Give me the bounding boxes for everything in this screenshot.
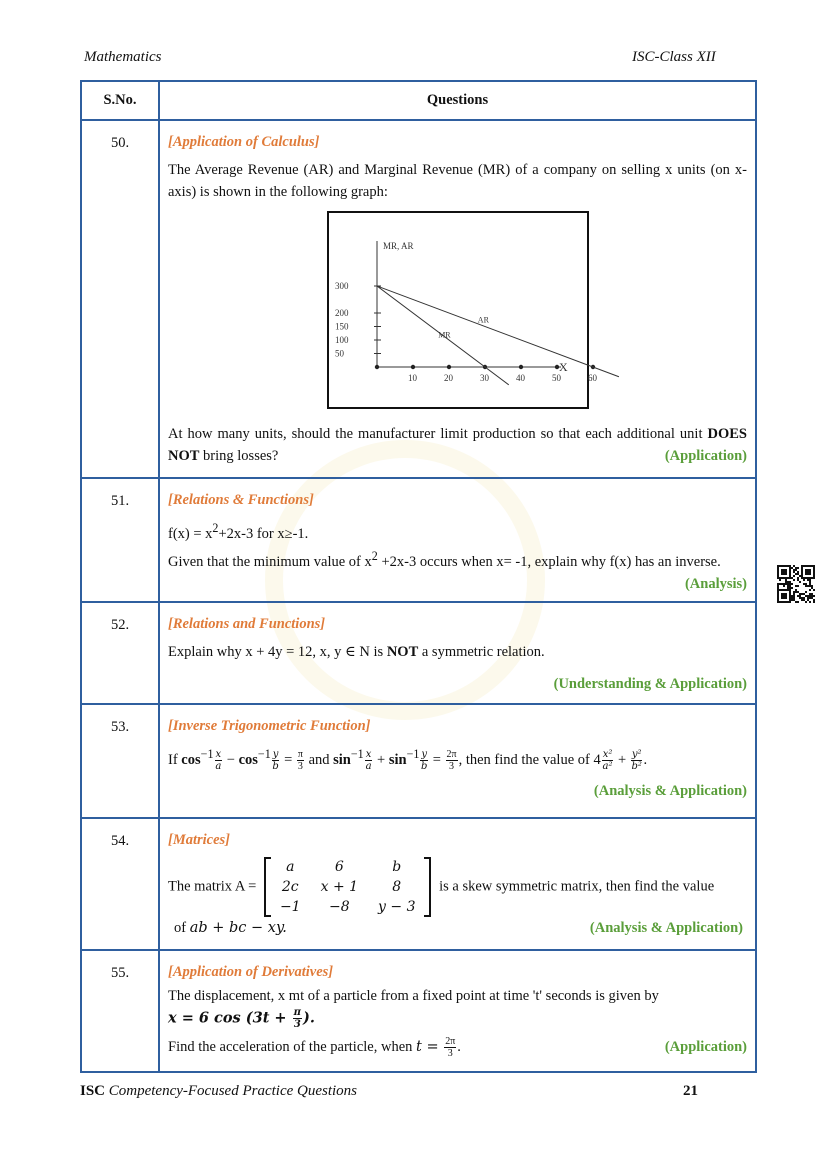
qr-module <box>795 567 797 569</box>
question-topic: [Relations & Functions] <box>168 492 314 508</box>
qr-module <box>809 593 811 595</box>
qr-module <box>777 573 779 575</box>
qr-module <box>807 565 809 567</box>
qr-module <box>803 579 805 581</box>
x-tick-label: 50 <box>551 373 561 383</box>
qr-module <box>801 567 803 569</box>
mr-label: MR <box>437 330 451 340</box>
qr-module <box>789 587 791 589</box>
qr-module <box>779 589 781 591</box>
qr-module <box>809 573 811 575</box>
qr-module <box>777 565 779 567</box>
qr-module <box>783 571 785 573</box>
qr-module <box>807 573 809 575</box>
qr-module <box>799 581 801 583</box>
question-text: The Average Revenue (AR) and Marginal Revenue (MR) of a company on selling x units (on x-axis) is shown in the following graph: <box>168 162 747 200</box>
qr-module <box>809 597 811 599</box>
x-tick-label: 20 <box>443 373 453 383</box>
qr-module <box>785 583 787 585</box>
qr-module <box>785 601 787 603</box>
qr-module <box>787 587 789 589</box>
qr-module <box>783 601 785 603</box>
qr-module <box>811 595 813 597</box>
page-number: 21 <box>683 1083 698 1099</box>
qr-module <box>803 597 805 599</box>
qr-module <box>805 573 807 575</box>
question-text: Explain why x + 4y = 12, x, y ∈ N is NOT a symmetric relation. <box>168 643 545 660</box>
qr-module <box>777 589 779 591</box>
qr-module <box>789 601 791 603</box>
qr-module <box>781 597 783 599</box>
question-topic: [Application of Derivatives] <box>168 963 334 980</box>
qr-module <box>787 565 789 567</box>
qr-module <box>801 569 803 571</box>
qr-module <box>779 601 781 603</box>
qr-module <box>801 597 803 599</box>
qr-module <box>805 591 807 593</box>
qr-module <box>789 565 791 567</box>
qr-module <box>795 601 797 603</box>
qr-module <box>813 577 815 579</box>
cognitive-level: (Application) <box>664 1038 747 1055</box>
question-topic: [Inverse Trigonometric Function] <box>168 717 371 734</box>
qr-module <box>785 593 787 595</box>
qr-module <box>791 583 793 585</box>
qr-module <box>803 583 805 585</box>
qr-module <box>789 593 791 595</box>
qr-module <box>783 589 785 591</box>
header-subject: Mathematics <box>84 49 162 65</box>
x-tick-label: 60 <box>587 373 597 383</box>
origin-point <box>374 365 378 369</box>
qr-module <box>811 593 813 595</box>
question-row-51 <box>81 478 756 602</box>
qr-module <box>805 565 807 567</box>
function-definition: $f(x) = x^2+2x-3$ for x≥-1. <box>168 521 309 542</box>
displacement-equation: x = 6 cos (3t + $\frac{\pi}{3}$ ). <box>168 1006 315 1030</box>
question-number: 53. <box>81 704 159 818</box>
qr-module <box>783 573 785 575</box>
y-tick-label: 100 <box>334 335 348 345</box>
qr-module <box>795 585 797 587</box>
qr-module <box>797 595 799 597</box>
x-tick-point <box>554 365 558 369</box>
question-number: 51. <box>81 478 159 602</box>
qr-module <box>793 591 795 593</box>
qr-code <box>777 565 815 603</box>
qr-module <box>795 591 797 593</box>
qr-module <box>805 577 807 579</box>
qr-module <box>811 597 813 599</box>
revenue-graph <box>327 211 597 409</box>
qr-module <box>781 589 783 591</box>
qr-module <box>793 579 795 581</box>
y-tick-label: 150 <box>334 321 348 332</box>
qr-module <box>785 595 787 597</box>
qr-module <box>779 579 781 581</box>
qr-module <box>805 569 807 571</box>
qr-module <box>807 571 809 573</box>
qr-module <box>789 581 791 583</box>
qr-module <box>785 581 787 583</box>
qr-module <box>777 583 779 585</box>
qr-module <box>787 581 789 583</box>
question-number: 50. <box>81 120 159 478</box>
qr-module <box>777 567 779 569</box>
cognitive-level: (Application) <box>664 448 747 464</box>
qr-module <box>793 595 795 597</box>
qr-module <box>787 583 789 585</box>
qr-module <box>785 579 787 581</box>
qr-module <box>793 597 795 599</box>
qr-module <box>807 585 809 587</box>
qr-module <box>789 585 791 587</box>
ar-label: AR <box>477 315 489 325</box>
cognitive-level: (Understanding & Application) <box>553 675 747 692</box>
qr-module <box>795 589 797 591</box>
qr-module <box>791 587 793 589</box>
qr-module <box>793 575 795 577</box>
question-topic: [Application of Calculus] <box>168 134 320 150</box>
qr-module <box>797 577 799 579</box>
qr-module <box>779 577 781 579</box>
qr-module <box>781 601 783 603</box>
qr-module <box>805 571 807 573</box>
question-number: 54. <box>81 818 159 950</box>
x-tick-label: 30 <box>479 373 489 383</box>
qr-module <box>789 567 791 569</box>
qr-module <box>809 581 811 583</box>
qr-module <box>797 601 799 603</box>
qr-module <box>803 565 805 567</box>
qr-module <box>793 565 795 567</box>
y-tick-label: 200 <box>334 308 348 318</box>
col-sno: S.No. <box>81 81 159 120</box>
qr-module <box>809 577 811 579</box>
qr-module <box>785 589 787 591</box>
qr-module <box>809 601 811 603</box>
qr-module <box>787 585 789 587</box>
qr-module <box>779 565 781 567</box>
question-text: Given that the minimum value of $x^2 +2x-3$ occurs when x= -1, explain why f(x) has an inverse. (Analysis) <box>168 545 747 595</box>
qr-module <box>791 577 793 579</box>
qr-module <box>787 577 789 579</box>
qr-module <box>793 593 795 595</box>
question-text: The displacement, x mt of a particle from a fixed point at time 't' seconds is given by <box>168 987 659 1004</box>
header-class: ISC-Class XII <box>632 49 716 65</box>
question-number: 52. <box>81 602 159 704</box>
qr-module <box>791 567 793 569</box>
qr-module <box>789 589 791 591</box>
qr-module <box>807 577 809 579</box>
y-axis-label: MR, AR <box>382 241 414 251</box>
qr-module <box>783 595 785 597</box>
qr-module <box>809 579 811 581</box>
question-topic: [Matrices] <box>168 831 231 848</box>
qr-module <box>777 595 779 597</box>
qr-module <box>781 571 783 573</box>
cognitive-level: (Analysis & Application) <box>589 919 743 936</box>
qr-module <box>813 569 815 571</box>
qr-module <box>783 597 785 599</box>
qr-module <box>797 573 799 575</box>
qr-module <box>777 599 779 601</box>
qr-module <box>801 599 803 601</box>
qr-module <box>793 569 795 571</box>
qr-module <box>811 587 813 589</box>
question-prompt: At how many units, should the manufacturer limit production so that each additional unit DOES NOT bring losses? (Application) <box>168 423 747 467</box>
qr-module <box>801 565 803 567</box>
qr-module <box>789 599 791 601</box>
qr-module <box>797 579 799 581</box>
qr-module <box>789 597 791 599</box>
questions-table <box>80 80 757 1073</box>
qr-module <box>785 577 787 579</box>
qr-module <box>787 601 789 603</box>
qr-module <box>797 585 799 587</box>
x-tick-point <box>410 365 414 369</box>
qr-module <box>797 591 799 593</box>
qr-module <box>797 571 799 573</box>
qr-module <box>777 577 779 579</box>
qr-module <box>809 583 811 585</box>
qr-module <box>811 565 813 567</box>
qr-module <box>801 571 803 573</box>
qr-module <box>803 593 805 595</box>
question-row-54 <box>81 818 756 950</box>
qr-module <box>791 599 793 601</box>
qr-module <box>785 571 787 573</box>
question-text: The matrix A = a 2c −1 6 x + 1 −8 b 8 y − 3 is a skew symmetric matrix, then find the value <box>168 858 715 915</box>
col-questions: Questions <box>159 81 756 120</box>
qr-module <box>809 565 811 567</box>
qr-module <box>785 569 787 571</box>
question-number: 55. <box>81 950 159 1072</box>
qr-module <box>813 571 815 573</box>
qr-module <box>795 573 797 575</box>
qr-module <box>799 597 801 599</box>
qr-module <box>777 571 779 573</box>
qr-module <box>783 565 785 567</box>
qr-module <box>801 577 803 579</box>
qr-module <box>777 575 779 577</box>
qr-module <box>801 575 803 577</box>
qr-module <box>783 585 785 587</box>
qr-module <box>781 565 783 567</box>
qr-module <box>811 585 813 587</box>
qr-module <box>799 595 801 597</box>
qr-module <box>783 593 785 595</box>
cognitive-level: (Analysis & Application) <box>593 782 747 799</box>
question-text: If $\cos^{-1}$ $\frac{x}{a}$ − $\cos^{-1}$ $\frac{y}{b}$ = $\frac{\pi}{3}$ and $\sin^{-1}$ $\frac{x}{a}$ + $\sin^{-1}$ $\frac{y}{b}$ = $\frac{2\pi}{3}$ , then find the value of 4 $\frac{\text{x²}}{\text{a²}}$ + $\frac{\text{y²}}{\text{b²}}$ . <box>168 746 648 772</box>
qr-module <box>781 583 783 585</box>
qr-module <box>789 595 791 597</box>
qr-module <box>805 595 807 597</box>
qr-module <box>801 593 803 595</box>
qr-module <box>797 567 799 569</box>
qr-module <box>793 599 795 601</box>
qr-module <box>777 597 779 599</box>
qr-module <box>809 589 811 591</box>
qr-module <box>787 589 789 591</box>
qr-module <box>813 595 815 597</box>
qr-module <box>791 595 793 597</box>
x-tick-point <box>518 365 522 369</box>
qr-module <box>809 595 811 597</box>
qr-module <box>809 571 811 573</box>
x-tick-label: 10 <box>407 373 417 383</box>
qr-module <box>785 597 787 599</box>
qr-module <box>777 585 779 587</box>
qr-module <box>813 599 815 601</box>
footer-title: ISC Competency-Focused Practice Questions <box>80 1083 358 1099</box>
qr-module <box>813 567 815 569</box>
qr-module <box>789 577 791 579</box>
qr-module <box>807 595 809 597</box>
qr-module <box>813 573 815 575</box>
qr-module <box>807 599 809 601</box>
qr-module <box>777 569 779 571</box>
qr-module <box>777 593 779 595</box>
qr-module <box>793 571 795 573</box>
qr-module <box>803 577 805 579</box>
question-prompt: Find the acceleration of the particle, when t = $\frac{2\pi}{3}$ . (Application) <box>168 1035 747 1059</box>
question-row-53 <box>81 704 756 818</box>
x-tick-point <box>446 365 450 369</box>
qr-module <box>809 585 811 587</box>
qr-module <box>805 583 807 585</box>
qr-module <box>799 575 801 577</box>
qr-module <box>781 569 783 571</box>
qr-module <box>777 601 779 603</box>
ar-line <box>377 286 619 377</box>
y-tick-label: 300 <box>334 281 348 291</box>
qr-module <box>813 589 815 591</box>
qr-module <box>809 569 811 571</box>
qr-module <box>785 565 787 567</box>
question-row-55 <box>81 950 756 1072</box>
cognitive-level: (Analysis) <box>684 575 747 592</box>
qr-module <box>807 569 809 571</box>
qr-module <box>789 583 791 585</box>
qr-module <box>789 591 791 593</box>
qr-module <box>783 569 785 571</box>
qr-module <box>783 583 785 585</box>
qr-module <box>813 565 815 567</box>
qr-module <box>777 587 779 589</box>
qr-module <box>807 597 809 599</box>
qr-module <box>781 573 783 575</box>
qr-module <box>791 597 793 599</box>
qr-module <box>805 585 807 587</box>
qr-module <box>801 573 803 575</box>
qr-module <box>781 577 783 579</box>
question-row-50 <box>81 120 756 478</box>
qr-module <box>777 591 779 593</box>
qr-module <box>803 599 805 601</box>
question-text-end: of ab + bc − xy. (Analysis & Application) <box>168 917 747 939</box>
qr-module <box>783 577 785 579</box>
question-row-52 <box>81 602 756 704</box>
qr-module <box>813 575 815 577</box>
qr-module <box>781 593 783 595</box>
qr-module <box>799 593 801 595</box>
qr-module <box>779 583 781 585</box>
x-tick-label: 40 <box>515 373 525 383</box>
qr-module <box>781 595 783 597</box>
y-tick-label: 50 <box>334 348 344 359</box>
qr-module <box>785 573 787 575</box>
question-topic: [Relations and Functions] <box>168 615 326 632</box>
qr-module <box>813 601 815 603</box>
qr-module <box>789 573 791 575</box>
qr-module <box>789 571 791 573</box>
matrix-a: a 2c −1 6 x + 1 −8 b 8 y − 3 <box>264 857 432 917</box>
qr-module <box>807 579 809 581</box>
qr-module <box>795 569 797 571</box>
qr-module <box>789 575 791 577</box>
x-axis-label: X <box>558 360 568 374</box>
qr-module <box>805 601 807 603</box>
qr-module <box>811 577 813 579</box>
qr-module <box>789 569 791 571</box>
